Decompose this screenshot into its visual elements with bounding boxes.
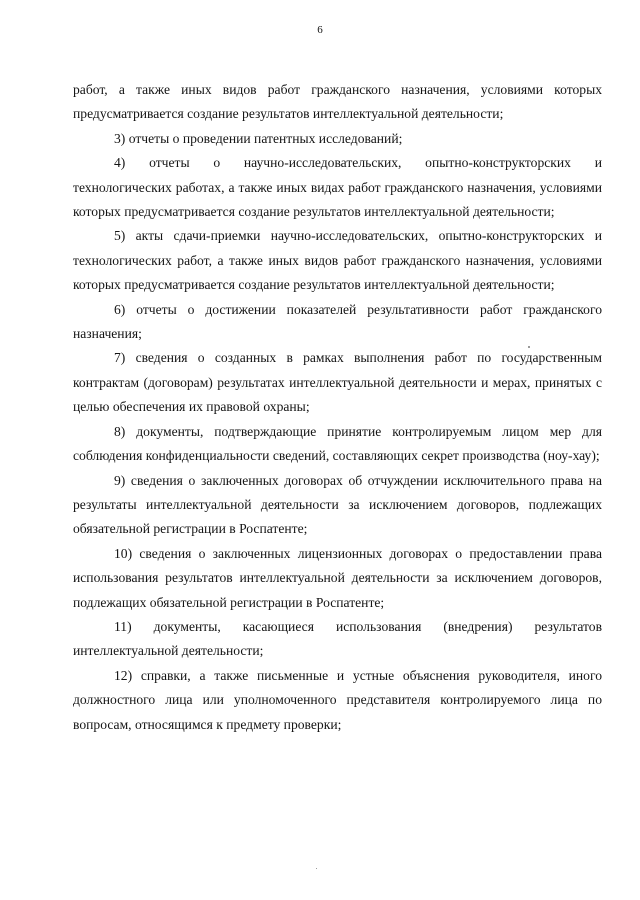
scan-speck (316, 868, 317, 869)
list-item-3: 3) отчеты о проведении патентных исследований; (114, 130, 403, 146)
list-item-12: 12) справки, а также письменные и устные объяснения руководителя, иного должностного лица или уполномоченного представителя контролируемого лица по вопросам, относящимся к предмету проверки; (73, 667, 602, 732)
page-number: 6 (317, 24, 323, 36)
scan-speck (528, 346, 530, 348)
list-item-10: 10) сведения о заключенных лицензионных договорах о предоставлении права использования результатов интеллектуальной деятельности за исключением договоров, подлежащих обязательной регистрации в Роспатенте; (73, 545, 602, 610)
document-body (73, 78, 602, 737)
list-item-8: 8) документы, подтверждающие принятие контролируемым лицом мер для соблюдения конфиденциальности сведений, составляющих секрет производства (ноу-хау); (73, 423, 602, 464)
list-item-7: 7) сведения о созданных в рамках выполнения работ по государственным контрактам (договорам) результатах интеллектуальной деятельности и мерах, принятых с целью обеспечения их правовой охраны; (73, 350, 602, 415)
list-item-5: 5) акты сдачи-приемки научно-исследовательских, опытно-конструкторских и технологических работ, а также иных видов работ гражданского назначения, условиями которых предусматривается создание результатов интеллектуальной деятельности; (73, 228, 602, 293)
paragraph-continuation: работ, а также иных видов работ гражданского назначения, условиями которых предусматривается создание результатов интеллектуальной деятельности; (73, 82, 602, 122)
list-item-4: 4) отчеты о научно-исследовательских, опытно-конструкторских и технологических работах, а также иных видах работ гражданского назначения, условиями которых предусматривается создание результатов интеллектуальной деятельности; (73, 155, 602, 220)
list-item-6: 6) отчеты о достижении показателей результативности работ гражданского назначения; (73, 301, 602, 342)
list-item-11: 11) документы, касающиеся использования (внедрения) результатов интеллектуальной деятельности; (73, 618, 602, 659)
list-item-9: 9) сведения о заключенных договорах об отчуждении исключительного права на результаты интеллектуальной деятельности за исключением договоров, подлежащих обязательной регистрации в Роспатенте; (73, 472, 602, 537)
